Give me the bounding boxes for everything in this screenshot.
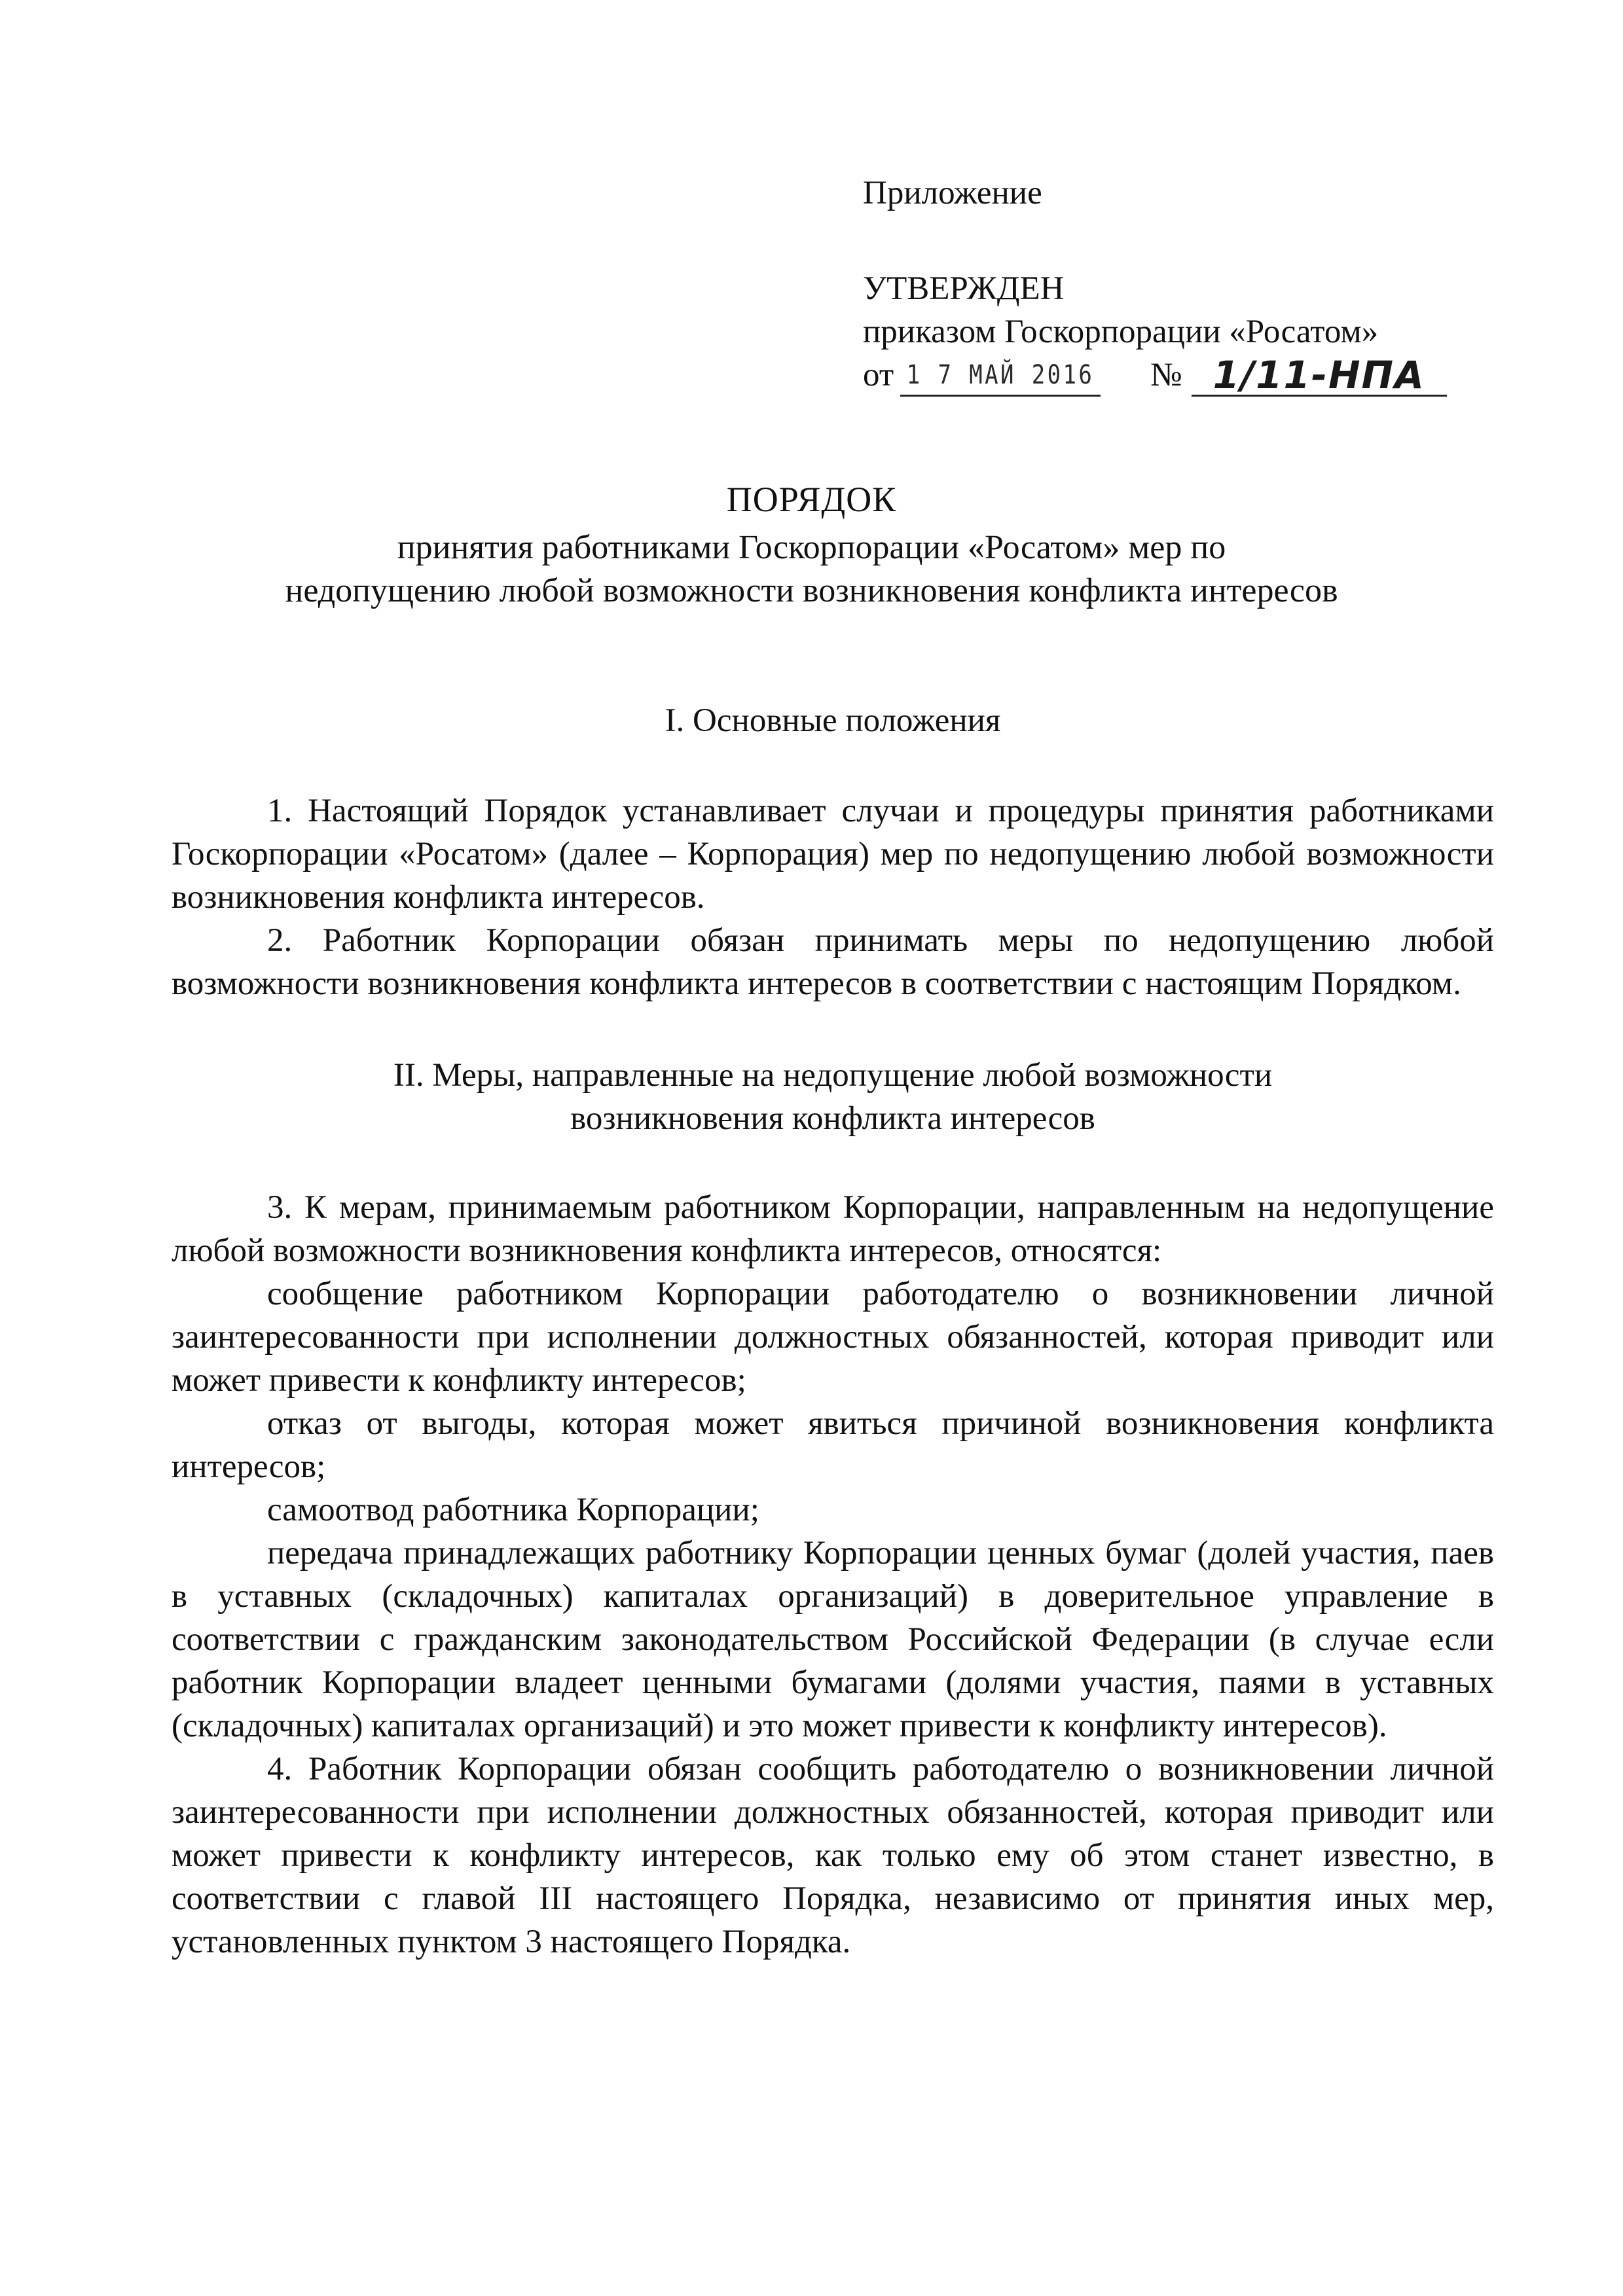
title-line-1: принятия работниками Госкорпорации «Росатом» мер по xyxy=(397,529,1226,566)
spacer xyxy=(863,215,1504,267)
paragraph-3: 3. К мерам, принимаемым работником Корпорации, направленным на недопущение любой возможности возникновения конфликта интересов, относятся: xyxy=(172,1189,1494,1269)
title-main: ПОРЯДОК xyxy=(726,480,897,519)
date-prefix: от xyxy=(863,357,894,393)
title-line-2: недопущению любой возможности возникновения конфликта интересов xyxy=(285,572,1338,609)
order-reference: приказом Госкорпорации «Росатом» xyxy=(863,314,1379,350)
list-item: сообщение работником Корпорации работодателю о возникновении личной заинтересованности при исполнении должностных обязанностей, которая приводит или может привести к конфликту интересов; xyxy=(172,1276,1494,1399)
number-prefix: № xyxy=(1150,357,1182,393)
paragraph-4: 4. Работник Корпорации обязан сообщить работодателю о возникновении личной заинтересованности при исполнении должностных обязанностей, которая приводит или может привести к конфликту интересов, как только ему об этом станет известно, в соответствии с главой III настоящего Порядка, независимо от принятия иных мер, установленных пунктом 3 настоящего Порядка. xyxy=(172,1751,1494,1960)
date-stamp: 1 7 МАЙ 2016 xyxy=(900,355,1101,397)
approval-block xyxy=(863,171,1504,397)
list-item: отказ от выгоды, которая может явиться причиной возникновения конфликта интересов; xyxy=(172,1405,1494,1485)
section-2-heading-line-1: II. Меры, направленные на недопущение любой возможности xyxy=(393,1057,1273,1094)
document-body xyxy=(172,699,1494,1964)
section-2-heading-line-2: возникновения конфликта интересов xyxy=(570,1100,1095,1137)
list-item: самоотвод работника Корпорации; xyxy=(267,1492,759,1528)
appendix-label: Приложение xyxy=(863,175,1042,211)
document-title xyxy=(0,478,1623,613)
section-1-heading: I. Основные положения xyxy=(665,702,1001,739)
approved-label: УТВЕРЖДЕН xyxy=(863,270,1065,307)
list-item: передача принадлежащих работнику Корпорации ценных бумаг (долей участия, паев в уставных (складочных) капиталах организаций) в доверительное управление в соответствии с гражданским законодательством Российской Федерации (в случае если работник Корпорации владеет ценными бумагами (долями участия, паями в уставных (складочных) капиталах организаций) и это может привести к конфликту интересов). xyxy=(172,1535,1494,1744)
paragraph-1: 1. Настоящий Порядок устанавливает случаи и процедуры принятия работниками Госкорпорации «Росатом» (далее – Корпорация) мер по недопущению любой возможности возникновения конфликта интересов. xyxy=(172,793,1494,916)
section-2-heading xyxy=(172,1054,1494,1140)
order-number-handwritten: 1/11-НПА xyxy=(1192,355,1447,397)
paragraph-2: 2. Работник Корпорации обязан принимать меры по недопущению любой возможности возникновения конфликта интересов в соответствии с настоящим Порядком. xyxy=(172,922,1494,1002)
date-number-row xyxy=(863,353,1504,397)
